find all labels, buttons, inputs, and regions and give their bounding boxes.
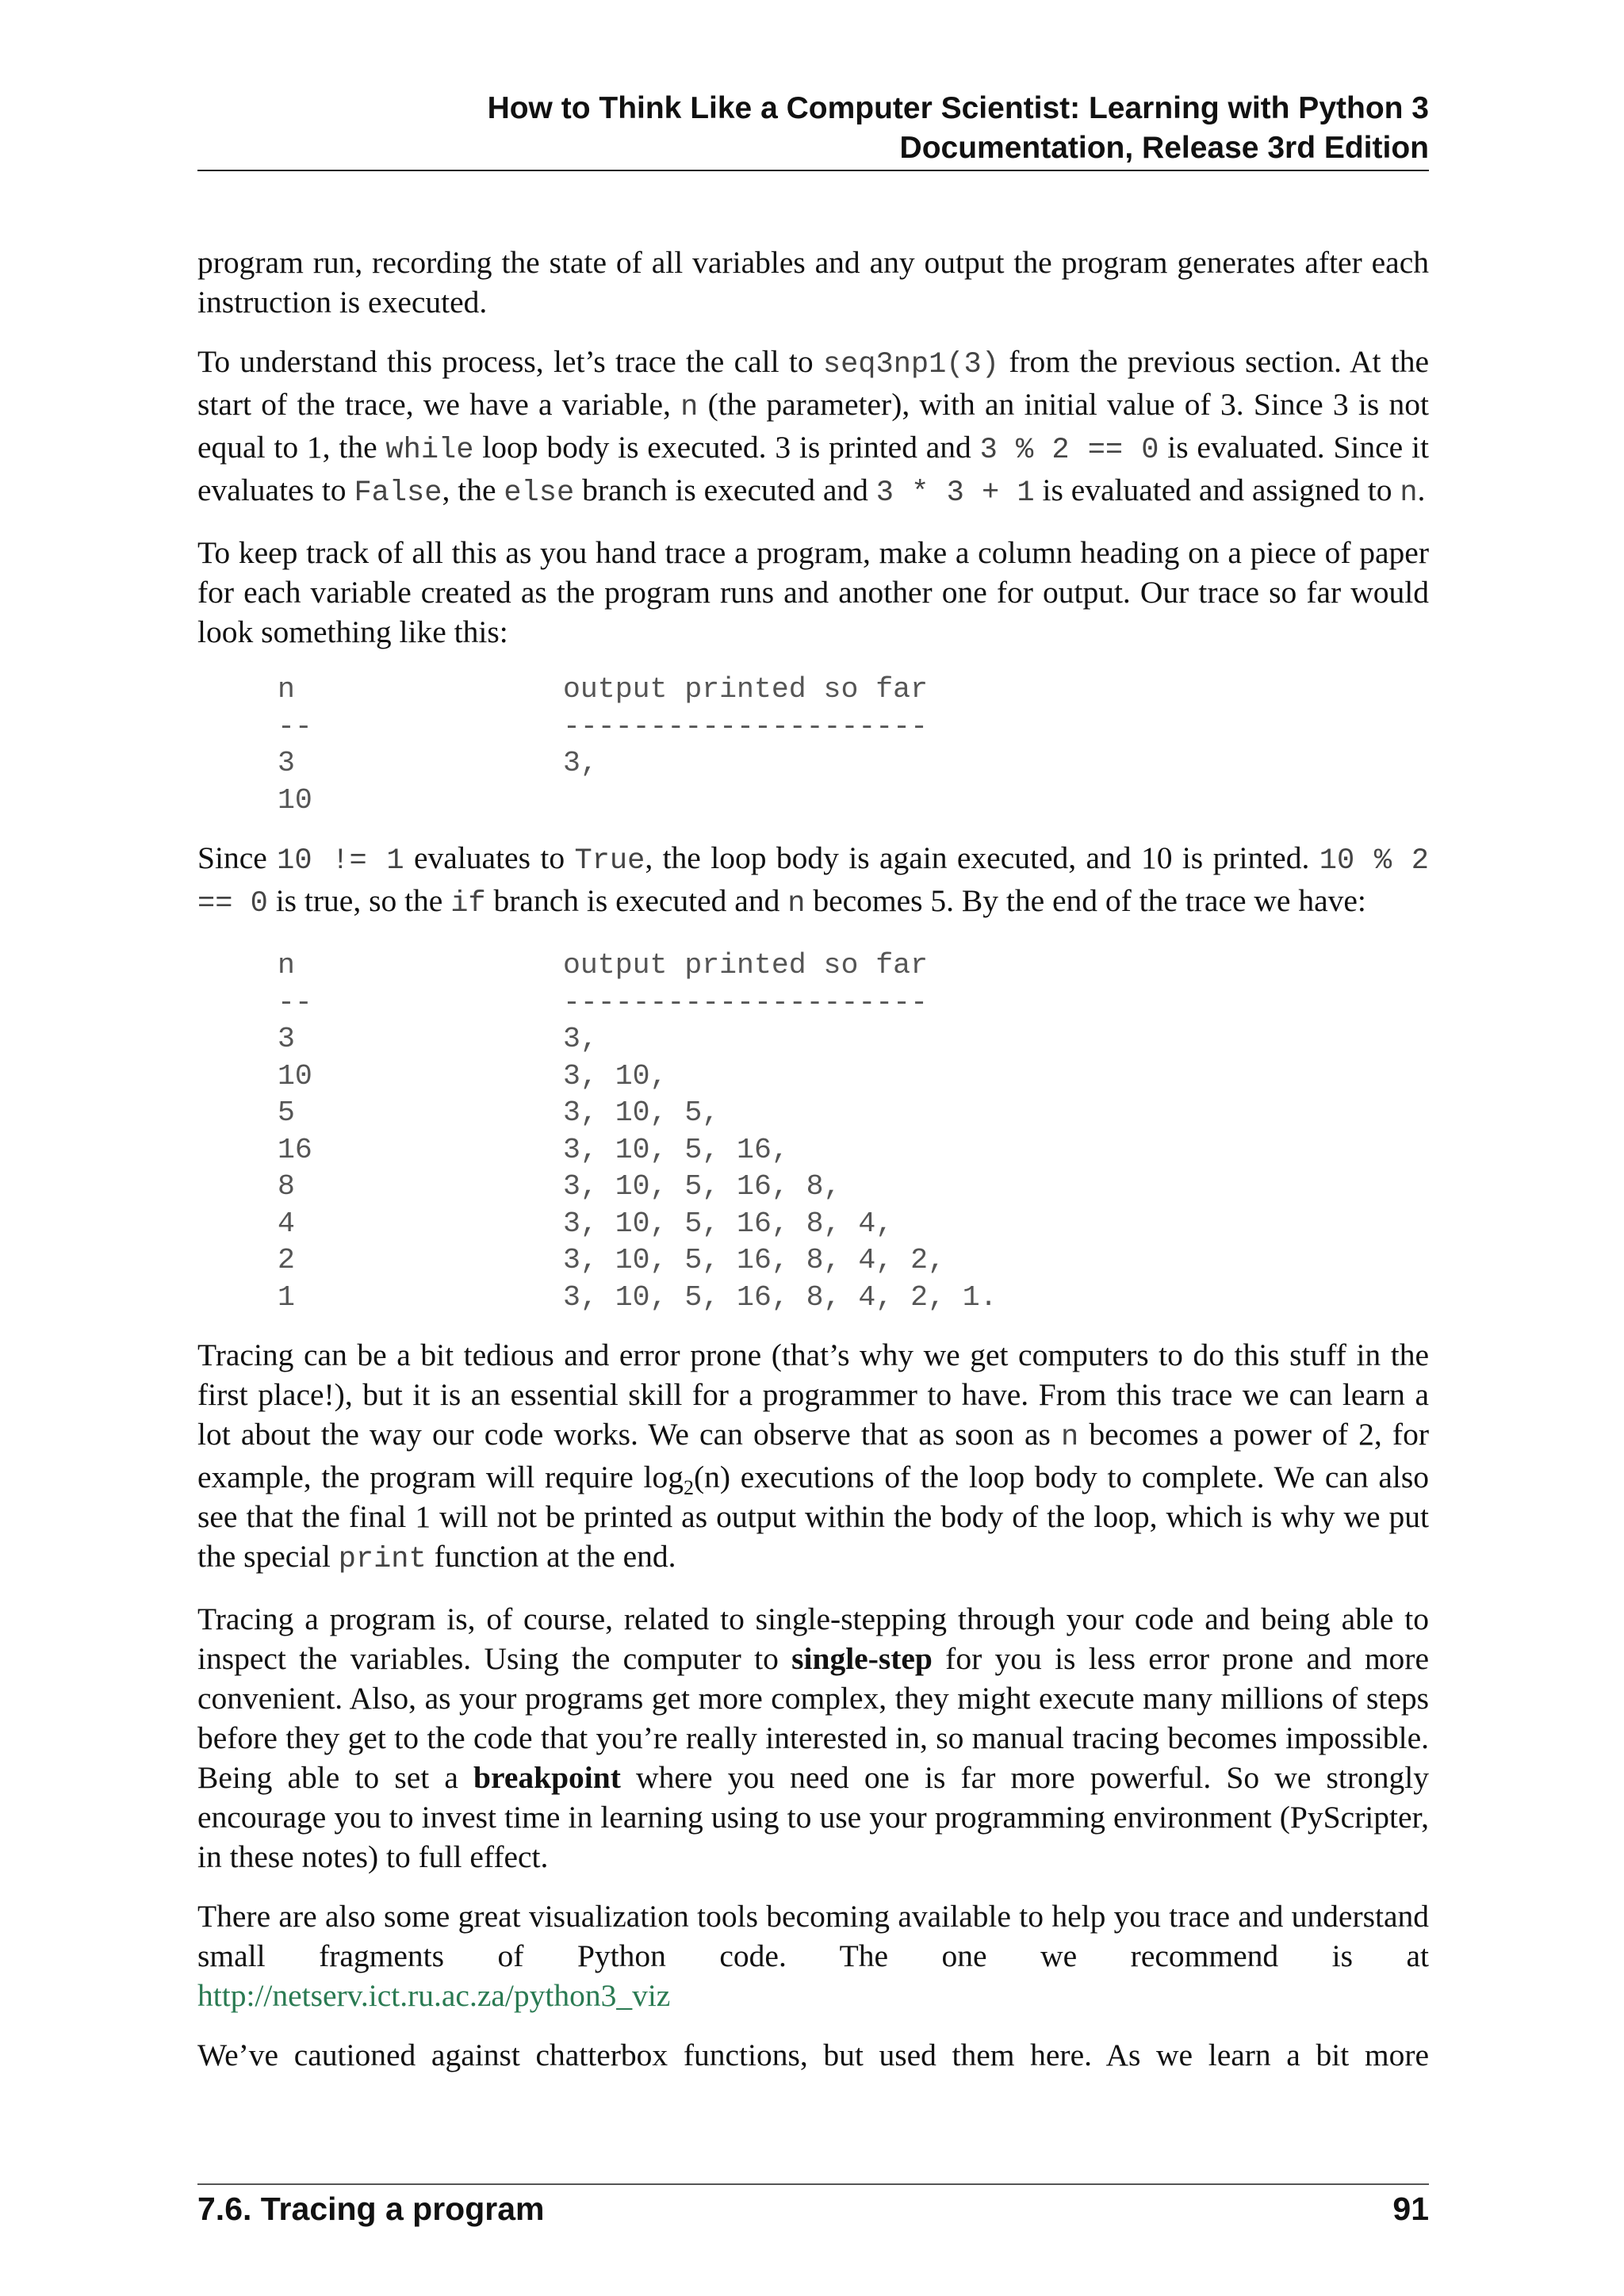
header-line-2: Documentation, Release 3rd Edition: [899, 131, 1429, 165]
footer-rule: [197, 2183, 1429, 2185]
footer-section: 7.6. Tracing a program: [197, 2191, 545, 2227]
trace-header-row: n output printed so far: [278, 949, 928, 982]
trace-dash-row: -- ---------------------: [278, 985, 928, 1019]
paragraph-1: program run, recording the state of all variables and any output the program generates after each instruction is executed.: [197, 245, 1429, 320]
term-single-step: single-step: [791, 1641, 933, 1676]
table-row: 16 3, 10, 5, 16,: [278, 1133, 789, 1166]
trace-dash-row: -- ---------------------: [278, 710, 928, 743]
table-row: 1 3, 10, 5, 16, 8, 4, 2, 1.: [278, 1280, 998, 1314]
table-row: 5 3, 10, 5,: [278, 1096, 720, 1129]
trace-table-1: [197, 672, 1429, 819]
paragraph-5: Tracing can be a bit tedious and error prone (that’s why we get computers to do this stuff in the first place!), but it is an essential skill for a programmer to have. From this trace we can learn a lot about the way our code works. We can observe that as soon as n becomes a power of 2, for example, the program will require $\log_2(n)$ executions of the loop body to complete. We can also see that the final 1 will not be printed as output within the body of the loop, which is why we put the special print function at the end.: [197, 1337, 1429, 1576]
running-footer: [197, 2191, 1429, 2228]
table-row: 3 3,: [278, 1023, 598, 1055]
paragraph-2: To understand this process, let’s trace the call to seq3np1(3) from the previous section. At the start of the trace, we have a variable, n (the parameter), with an initial value of 3. Since 3 is not equal to 1, the while loop body is executed. 3 is printed and 3 % 2 == 0 is evaluated. Since it evaluates to False, the else branch is executed and 3 * 3 + 1 is evaluated and assigned to n.: [197, 344, 1429, 510]
body-text: [197, 243, 1429, 2075]
page-number: 91: [1392, 2191, 1429, 2227]
table-row: 8 3, 10, 5, 16, 8,: [278, 1170, 841, 1203]
table-row: 2 3, 10, 5, 16, 8, 4, 2,: [278, 1244, 945, 1276]
paragraph-6: Tracing a program is, of course, related to single-stepping through your code and being able to inspect the variables. Using the computer to single-step for you is less error prone and more convenient. Also, as your programs get more complex, they might execute many millions of steps before they get to the code that you’re really interested in, so manual tracing becomes impossible. Being able to set a breakpoint where you need one is far more powerful. So we strongly encourage you to invest time in learning using to use your programming environment (PyScripter, in these notes) to full effect.: [197, 1601, 1429, 1874]
table-row: 3 3,: [278, 747, 598, 779]
paragraph-4: Since 10 != 1 evaluates to True, the loop body is again executed, and 10 is printed. 10 % 2 == 0 is true, so the if branch is executed and n becomes 5. By the end of the trace we have:: [197, 840, 1429, 920]
table-row: 4 3, 10, 5, 16, 8, 4,: [278, 1207, 894, 1240]
paragraph-8: We’ve cautioned against chatterbox functions, but used them here. As we learn a bit more: [197, 2038, 1429, 2072]
table-row: 10: [278, 783, 312, 817]
running-header: [197, 89, 1429, 168]
trace-table-2: [197, 947, 1429, 1316]
trace-header-row: n output printed so far: [278, 673, 928, 706]
python3-viz-link[interactable]: http://netserv.ict.ru.ac.za/python3_viz: [197, 1978, 671, 2013]
header-rule: [197, 170, 1429, 171]
paragraph-7: There are also some great visualization tools becoming available to help you trace and understand small fragments of Python code. The one we recommend is at http://netserv.ict.ru.ac.za/python3_viz: [197, 1899, 1429, 2013]
header-line-1: How to Think Like a Computer Scientist: Learning with Python 3: [487, 91, 1429, 125]
paragraph-3: To keep track of all this as you hand trace a program, make a column heading on a piece of paper for each variable created as the program runs and another one for output. Our trace so far would look something like this:: [197, 535, 1429, 649]
table-row: 10 3, 10,: [278, 1059, 668, 1093]
term-breakpoint: breakpoint: [473, 1760, 621, 1795]
